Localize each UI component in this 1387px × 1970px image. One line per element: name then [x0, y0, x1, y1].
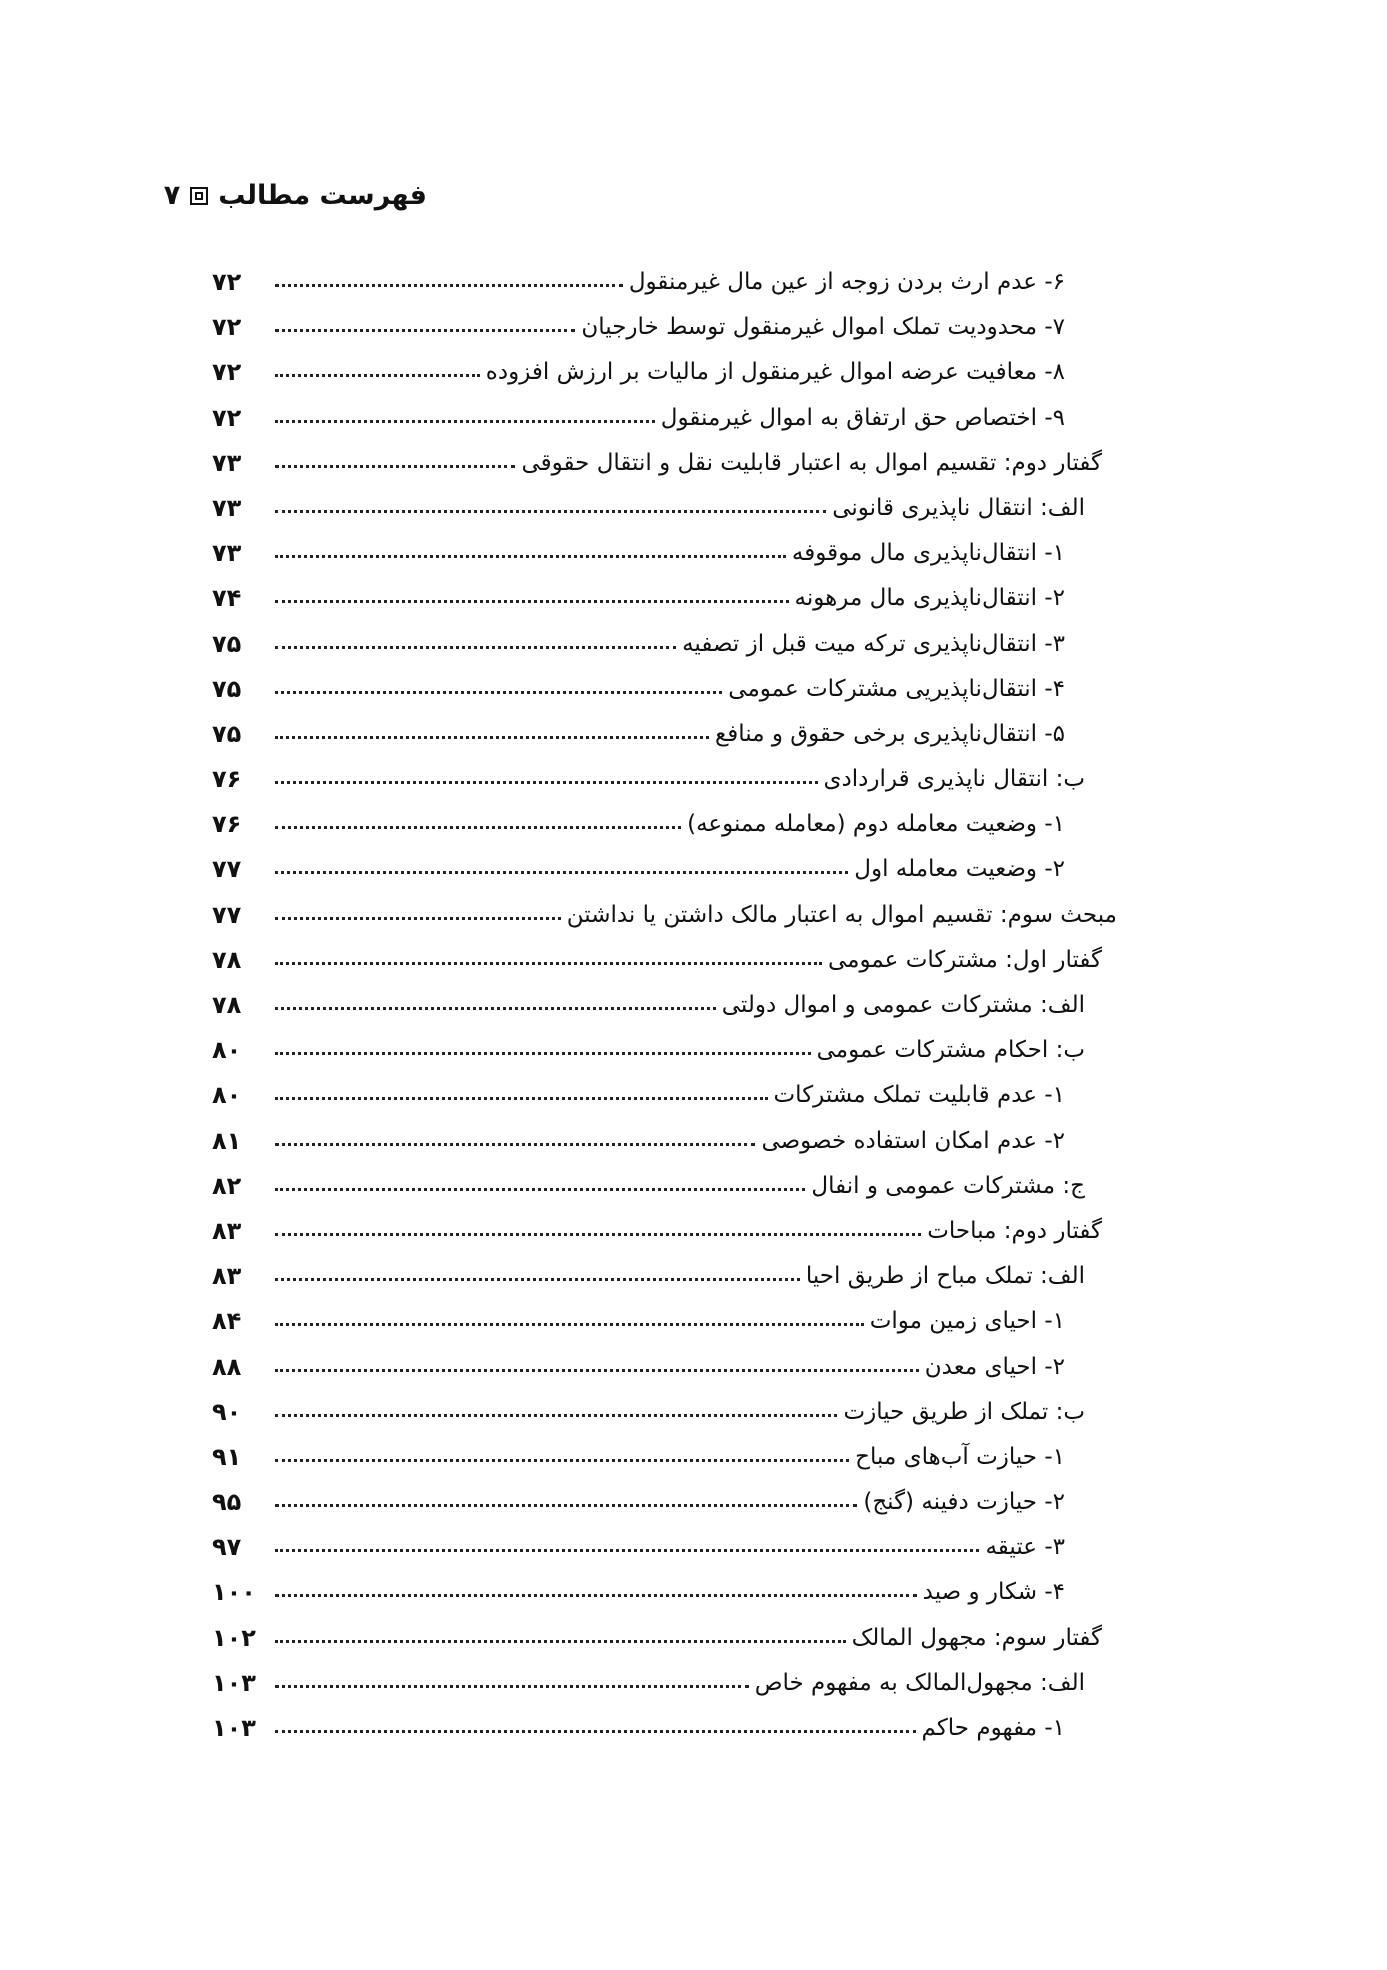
- toc-entry[interactable]: [0, 895, 1387, 940]
- toc-entry-title: ۱- مفهوم حاکم: [921, 1715, 1065, 1741]
- dot-leader: [275, 329, 575, 332]
- toc-entry[interactable]: [0, 1211, 1387, 1256]
- toc-entry-title: ۷- محدودیت تملک اموال غیرمنقول توسط خارجیان: [581, 314, 1065, 341]
- toc-entry[interactable]: [0, 262, 1387, 307]
- toc-entry-title: الف: تملک مباح از طریق احیا: [805, 1263, 1085, 1290]
- dot-leader: [275, 284, 623, 287]
- dot-leader: [275, 600, 789, 603]
- toc-entry[interactable]: [0, 488, 1387, 533]
- toc-entry[interactable]: [0, 1618, 1387, 1663]
- toc-entry-page-number: ۹۵: [212, 1488, 242, 1517]
- toc-entry-title: ۶- عدم ارث بردن زوجه از عین مال غیرمنقول: [628, 269, 1065, 295]
- dot-leader: [275, 1549, 979, 1552]
- toc-entry-page-number: ۷۲: [212, 268, 242, 296]
- table-of-contents: [0, 262, 1387, 1753]
- toc-entry-page-number: ۷۷: [212, 900, 242, 929]
- dot-leader: [275, 1143, 755, 1146]
- toc-entry[interactable]: [0, 1708, 1387, 1753]
- toc-entry-title: مبحث سوم: تقسیم اموال به اعتبار مالک داشتن یا نداشتن: [566, 901, 1117, 928]
- toc-entry-title: ۱- احیای زمین موات: [869, 1308, 1065, 1335]
- toc-entry[interactable]: [0, 307, 1387, 352]
- toc-entry[interactable]: [0, 849, 1387, 894]
- toc-entry-page-number: ۷۸: [212, 945, 242, 974]
- toc-entry-title: ۹- اختصاص حق ارتفاق به اموال غیرمنقول: [660, 404, 1065, 431]
- toc-entry-title: ۱- عدم قابلیت تملک مشترکات: [773, 1082, 1065, 1109]
- toc-entry-title: ب: احکام مشترکات عمومی: [816, 1037, 1085, 1064]
- toc-entry-title: ۲- وضعیت معامله اول: [854, 856, 1065, 883]
- toc-entry-page-number: ۷۴: [212, 584, 242, 613]
- toc-entry-title: ۳- انتقال‌ناپذیری ترکه میت قبل از تصفیه: [682, 630, 1065, 657]
- running-head-title: فهرست مطالب: [218, 180, 427, 211]
- toc-entry-title: ب: تملک از طریق حیازت: [843, 1398, 1085, 1425]
- dot-leader: [275, 1097, 768, 1100]
- dot-leader: [275, 962, 822, 965]
- framed-square-icon: [190, 187, 208, 205]
- toc-entry-page-number: ۸۰: [212, 1081, 242, 1110]
- toc-entry-title: گفتار سوم: مجهول المالک: [851, 1624, 1102, 1651]
- toc-entry-page-number: ۷۸: [212, 991, 242, 1019]
- toc-entry-title: ۵- انتقال‌ناپذیری برخی حقوق و منافع: [715, 720, 1065, 747]
- dot-leader: [275, 736, 709, 739]
- dot-leader: [275, 420, 655, 423]
- dot-leader: [275, 1233, 921, 1236]
- toc-entry[interactable]: [0, 1392, 1387, 1437]
- dot-leader: [275, 1369, 919, 1372]
- toc-entry-page-number: ۷۲: [212, 358, 242, 387]
- dot-leader: [275, 465, 515, 468]
- toc-entry-title: ۱- وضعیت معامله دوم (معامله ممنوعه): [687, 811, 1065, 838]
- toc-entry-title: ۱- انتقال‌ناپذیری مال موقوفه: [791, 540, 1065, 567]
- toc-entry-page-number: ۷۳: [212, 448, 242, 477]
- toc-entry-title: ۳- عتیقه: [985, 1534, 1065, 1561]
- toc-entry-page-number: ۹۷: [212, 1533, 242, 1562]
- dot-leader: [275, 1052, 811, 1055]
- dot-leader: [275, 1278, 800, 1281]
- toc-entry[interactable]: [0, 1075, 1387, 1120]
- toc-entry-page-number: ۷۲: [212, 403, 242, 432]
- toc-entry[interactable]: [0, 624, 1387, 669]
- dot-leader: [275, 781, 818, 784]
- toc-entry-page-number: ۷۷: [212, 855, 242, 884]
- toc-entry-page-number: ۹۰: [212, 1397, 242, 1426]
- dot-leader: [275, 1730, 916, 1733]
- toc-entry-title: گفتار دوم: مباحات: [927, 1217, 1102, 1244]
- dot-leader: [275, 1323, 864, 1326]
- dot-leader: [275, 917, 561, 920]
- toc-entry-page-number: ۸۲: [212, 1171, 242, 1200]
- dot-leader: [275, 691, 722, 694]
- toc-entry[interactable]: [0, 443, 1387, 488]
- toc-entry-title: ج: مشترکات عمومی و انفال: [811, 1172, 1085, 1199]
- toc-entry-title: گفتار اول: مشترکات عمومی: [827, 946, 1102, 973]
- dot-leader: [275, 555, 786, 558]
- toc-entry-title: ۲- عدم امکان استفاده خصوصی: [761, 1127, 1065, 1154]
- toc-entry-title: ۲- احیای معدن: [924, 1353, 1065, 1380]
- toc-entry-title: الف: انتقال ناپذیری قانونی: [832, 494, 1085, 521]
- toc-entry-page-number: ۷۵: [212, 719, 242, 748]
- dot-leader: [275, 510, 826, 513]
- toc-entry[interactable]: [0, 985, 1387, 1030]
- dot-leader: [275, 1685, 749, 1688]
- toc-entry-title: الف: مجهول‌المالک به مفهوم خاص: [754, 1669, 1085, 1696]
- toc-entry-page-number: ۱۰۳: [212, 1668, 256, 1697]
- page-number: ۷: [163, 180, 181, 211]
- toc-entry[interactable]: [0, 578, 1387, 623]
- toc-entry-page-number: ۸۳: [212, 1216, 242, 1245]
- toc-entry-page-number: ۱۰۰: [212, 1578, 256, 1607]
- toc-entry[interactable]: [0, 1437, 1387, 1482]
- dot-leader: [275, 1414, 837, 1417]
- toc-entry[interactable]: [0, 1121, 1387, 1166]
- toc-entry-title: الف: مشترکات عمومی و اموال دولتی: [721, 992, 1085, 1018]
- toc-entry[interactable]: [0, 669, 1387, 714]
- toc-entry[interactable]: [0, 1572, 1387, 1617]
- toc-entry-page-number: ۸۱: [212, 1126, 242, 1155]
- toc-entry-page-number: ۷۶: [212, 765, 242, 794]
- toc-entry-title: ۱- حیازت آب‌های مباح: [855, 1443, 1065, 1470]
- toc-entry[interactable]: [0, 759, 1387, 804]
- toc-entry-title: ۲- حیازت دفینه (گنج): [863, 1489, 1065, 1516]
- toc-entry-page-number: ۱۰۲: [212, 1623, 256, 1652]
- dot-leader: [275, 374, 480, 377]
- toc-entry[interactable]: [0, 714, 1387, 759]
- toc-entry-title: ب: انتقال ناپذیری قراردادی: [823, 766, 1085, 793]
- toc-entry[interactable]: [0, 1301, 1387, 1346]
- dot-leader: [275, 646, 676, 649]
- toc-entry[interactable]: [0, 533, 1387, 578]
- toc-entry[interactable]: [0, 398, 1387, 443]
- toc-entry[interactable]: [0, 940, 1387, 985]
- toc-entry[interactable]: [0, 1166, 1387, 1211]
- toc-entry-page-number: ۷۵: [212, 629, 242, 658]
- dot-leader: [275, 1007, 716, 1010]
- toc-entry[interactable]: [0, 804, 1387, 849]
- toc-entry-page-number: ۷۳: [212, 493, 242, 522]
- toc-entry-title: ۸- معافیت عرضه اموال غیرمنقول از مالیات بر ارزش افزوده: [485, 359, 1065, 386]
- toc-entry[interactable]: [0, 352, 1387, 397]
- toc-entry-page-number: ۸۸: [212, 1352, 242, 1381]
- dot-leader: [275, 1504, 857, 1507]
- dot-leader: [275, 1640, 846, 1643]
- toc-entry[interactable]: [0, 1482, 1387, 1527]
- toc-entry[interactable]: [0, 1663, 1387, 1708]
- dot-leader: [275, 1594, 917, 1597]
- toc-entry-page-number: ۸۴: [212, 1307, 242, 1336]
- toc-entry[interactable]: [0, 1347, 1387, 1392]
- toc-entry[interactable]: [0, 1256, 1387, 1301]
- toc-entry-page-number: ۸۰: [212, 1036, 242, 1065]
- toc-entry-title: ۲- انتقال‌ناپذیری مال مرهونه: [794, 585, 1065, 612]
- dot-leader: [275, 826, 681, 829]
- toc-entry-page-number: ۷۶: [212, 810, 242, 839]
- dot-leader: [275, 1188, 805, 1191]
- toc-entry[interactable]: [0, 1030, 1387, 1075]
- toc-entry-page-number: ۹۱: [212, 1442, 242, 1471]
- toc-entry-page-number: ۸۳: [212, 1262, 242, 1291]
- dot-leader: [275, 1459, 849, 1462]
- toc-entry-title: ۴- انتقال‌ناپذیریی مشترکات عمومی: [728, 675, 1065, 702]
- toc-entry[interactable]: [0, 1527, 1387, 1572]
- running-head: [164, 180, 427, 211]
- toc-entry-title: ۴- شکار و صید: [922, 1579, 1065, 1606]
- toc-entry-page-number: ۷۲: [212, 313, 242, 342]
- toc-entry-page-number: ۱۰۳: [212, 1714, 256, 1742]
- dot-leader: [275, 871, 848, 874]
- toc-entry-page-number: ۷۳: [212, 539, 242, 568]
- toc-entry-title: گفتار دوم: تقسیم اموال به اعتبار قابلیت نقل و انتقال حقوقی: [521, 449, 1102, 476]
- toc-entry-page-number: ۷۵: [212, 674, 242, 703]
